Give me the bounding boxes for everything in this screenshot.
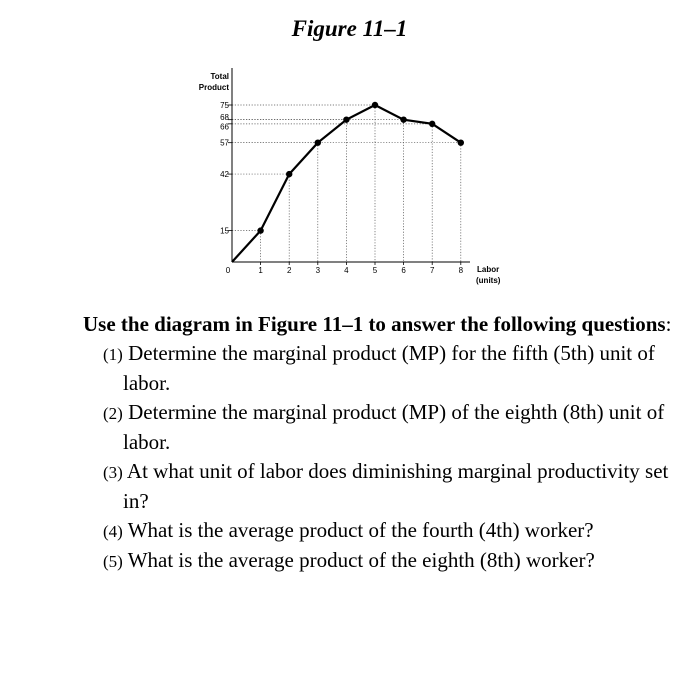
question-text: What is the average product of the fourth (4th) worker? <box>127 517 594 542</box>
question-number: (4) <box>103 521 123 541</box>
question-item <box>83 339 683 398</box>
x-tick-label: 0 <box>225 266 231 275</box>
question-item <box>83 516 683 547</box>
question-text: Determine the marginal product (MP) of the eighth (8th) unit of labor. <box>123 399 665 454</box>
figure-title: Figure 11–1 <box>291 16 408 41</box>
data-point <box>400 116 406 122</box>
x-tick-label: 4 <box>344 266 349 275</box>
x-tick-label: 7 <box>429 266 435 275</box>
x-tick-label: 1 <box>258 266 263 275</box>
x-tick-label: 5 <box>372 266 378 275</box>
y-tick-label: 66 <box>220 122 229 132</box>
y-axis-label-line2: Product <box>198 83 229 92</box>
question-item <box>83 546 683 577</box>
data-point <box>257 227 263 233</box>
question-number: (3) <box>103 462 123 482</box>
question-number: (2) <box>103 403 123 423</box>
x-tick-label: 2 <box>286 266 292 275</box>
instructions <box>83 310 683 339</box>
y-axis-label-line1: Total <box>210 72 229 81</box>
question-number: (1) <box>103 344 123 364</box>
question-block <box>83 310 683 577</box>
question-text: What is the average product of the eighth (8th) worker? <box>127 548 595 572</box>
question-number: (5) <box>103 552 123 571</box>
x-tick-label: 8 <box>458 266 464 275</box>
y-tick-label: 57 <box>220 138 229 148</box>
y-tick-label: 68 <box>220 113 229 123</box>
data-point <box>458 139 464 145</box>
x-axis-label-line2: (units) <box>476 276 501 285</box>
data-point <box>315 139 321 145</box>
data-point <box>286 171 292 177</box>
x-axis-label-line1: Labor <box>477 265 500 274</box>
data-point <box>343 116 349 122</box>
question-text: Determine the marginal product (MP) for the fifth (5th) unit of labor. <box>123 340 655 395</box>
data-point <box>429 121 435 127</box>
question-item <box>83 398 683 457</box>
x-tick-label: 3 <box>315 266 321 275</box>
question-text: At what unit of labor does diminishing marginal productivity set in? <box>123 458 669 513</box>
y-tick-label: 75 <box>220 101 229 110</box>
data-point <box>372 102 378 108</box>
question-list <box>83 339 683 577</box>
instructions-heading: Use the diagram in Figure 11–1 to answer the following questions <box>83 312 666 336</box>
x-tick-label: 6 <box>401 266 406 275</box>
total-product-chart <box>0 0 699 300</box>
y-tick-label: 15 <box>220 226 229 236</box>
y-tick-label: 42 <box>220 170 229 180</box>
instructions-colon: : <box>665 312 672 336</box>
question-item <box>83 457 683 516</box>
